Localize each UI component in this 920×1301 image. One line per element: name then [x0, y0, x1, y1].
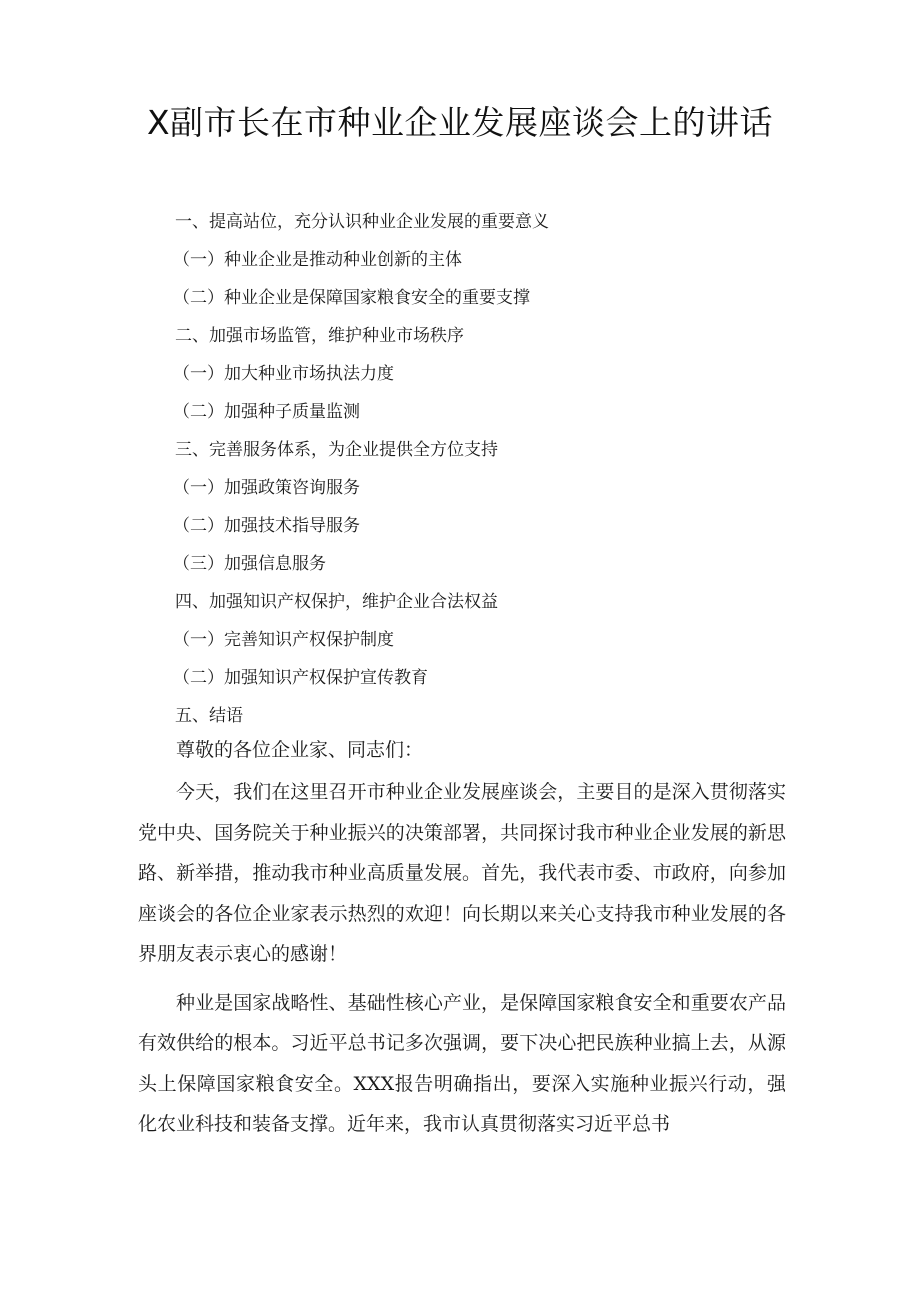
outline-item: 二、加强市场监管，维护种业市场秩序 [175, 326, 464, 346]
outline-item: 四、加强知识产权保护，维护企业合法权益 [175, 592, 498, 612]
salutation: 尊敬的各位企业家、同志们： [176, 739, 424, 761]
outline-item: （二）种业企业是保障国家粮食安全的重要支撑 [173, 288, 530, 308]
outline-item: （三）加强信息服务 [173, 554, 326, 574]
outline-item: （二）加强知识产权保护宣传教育 [173, 668, 428, 688]
outline-item: （二）加强种子质量监测 [173, 402, 360, 422]
outline-item: （一）加强政策咨询服务 [173, 478, 360, 498]
paragraph: 种业是国家战略性、基础性核心产业，是保障国家粮食安全和重要农产品有效供给的根本。习近平总书记多次强调，要下决心把民族种业搞上去，从源头上保障国家粮食安全。XXX报告明确指出，要深入实施种业振兴行动，强化农业科技和装备支撑。近年来，我市认真贯彻落实习近平总书 [138, 991, 786, 1135]
outline-item: 三、完善服务体系，为企业提供全方位支持 [175, 440, 498, 460]
outline-item: 一、提高站位，充分认识种业企业发展的重要意义 [175, 212, 549, 232]
paragraph: 今天，我们在这里召开市种业企业发展座谈会，主要目的是深入贯彻落实党中央、国务院关于种业振兴的决策部署，共同探讨我市种业企业发展的新思路、新举措，推动我市种业高质量发展。首先，我代表市委、市政府，向参加座谈会的各位企业家表示热烈的欢迎！向长期以来关心支持我市种业发展的各界朋友表示衷心的感谢！ [138, 781, 786, 965]
outline [175, 203, 815, 735]
document-title: X副市长在市种业企业发展座谈会上的讲话 [146, 103, 774, 142]
outline-item: （一）完善知识产权保护制度 [173, 630, 394, 650]
speech-body [138, 731, 786, 1145]
outline-item: 五、结语 [175, 706, 243, 726]
outline-item: （一）种业企业是推动种业创新的主体 [173, 250, 462, 270]
outline-item: （二）加强技术指导服务 [173, 516, 360, 536]
outline-item: （一）加大种业市场执法力度 [173, 364, 394, 384]
